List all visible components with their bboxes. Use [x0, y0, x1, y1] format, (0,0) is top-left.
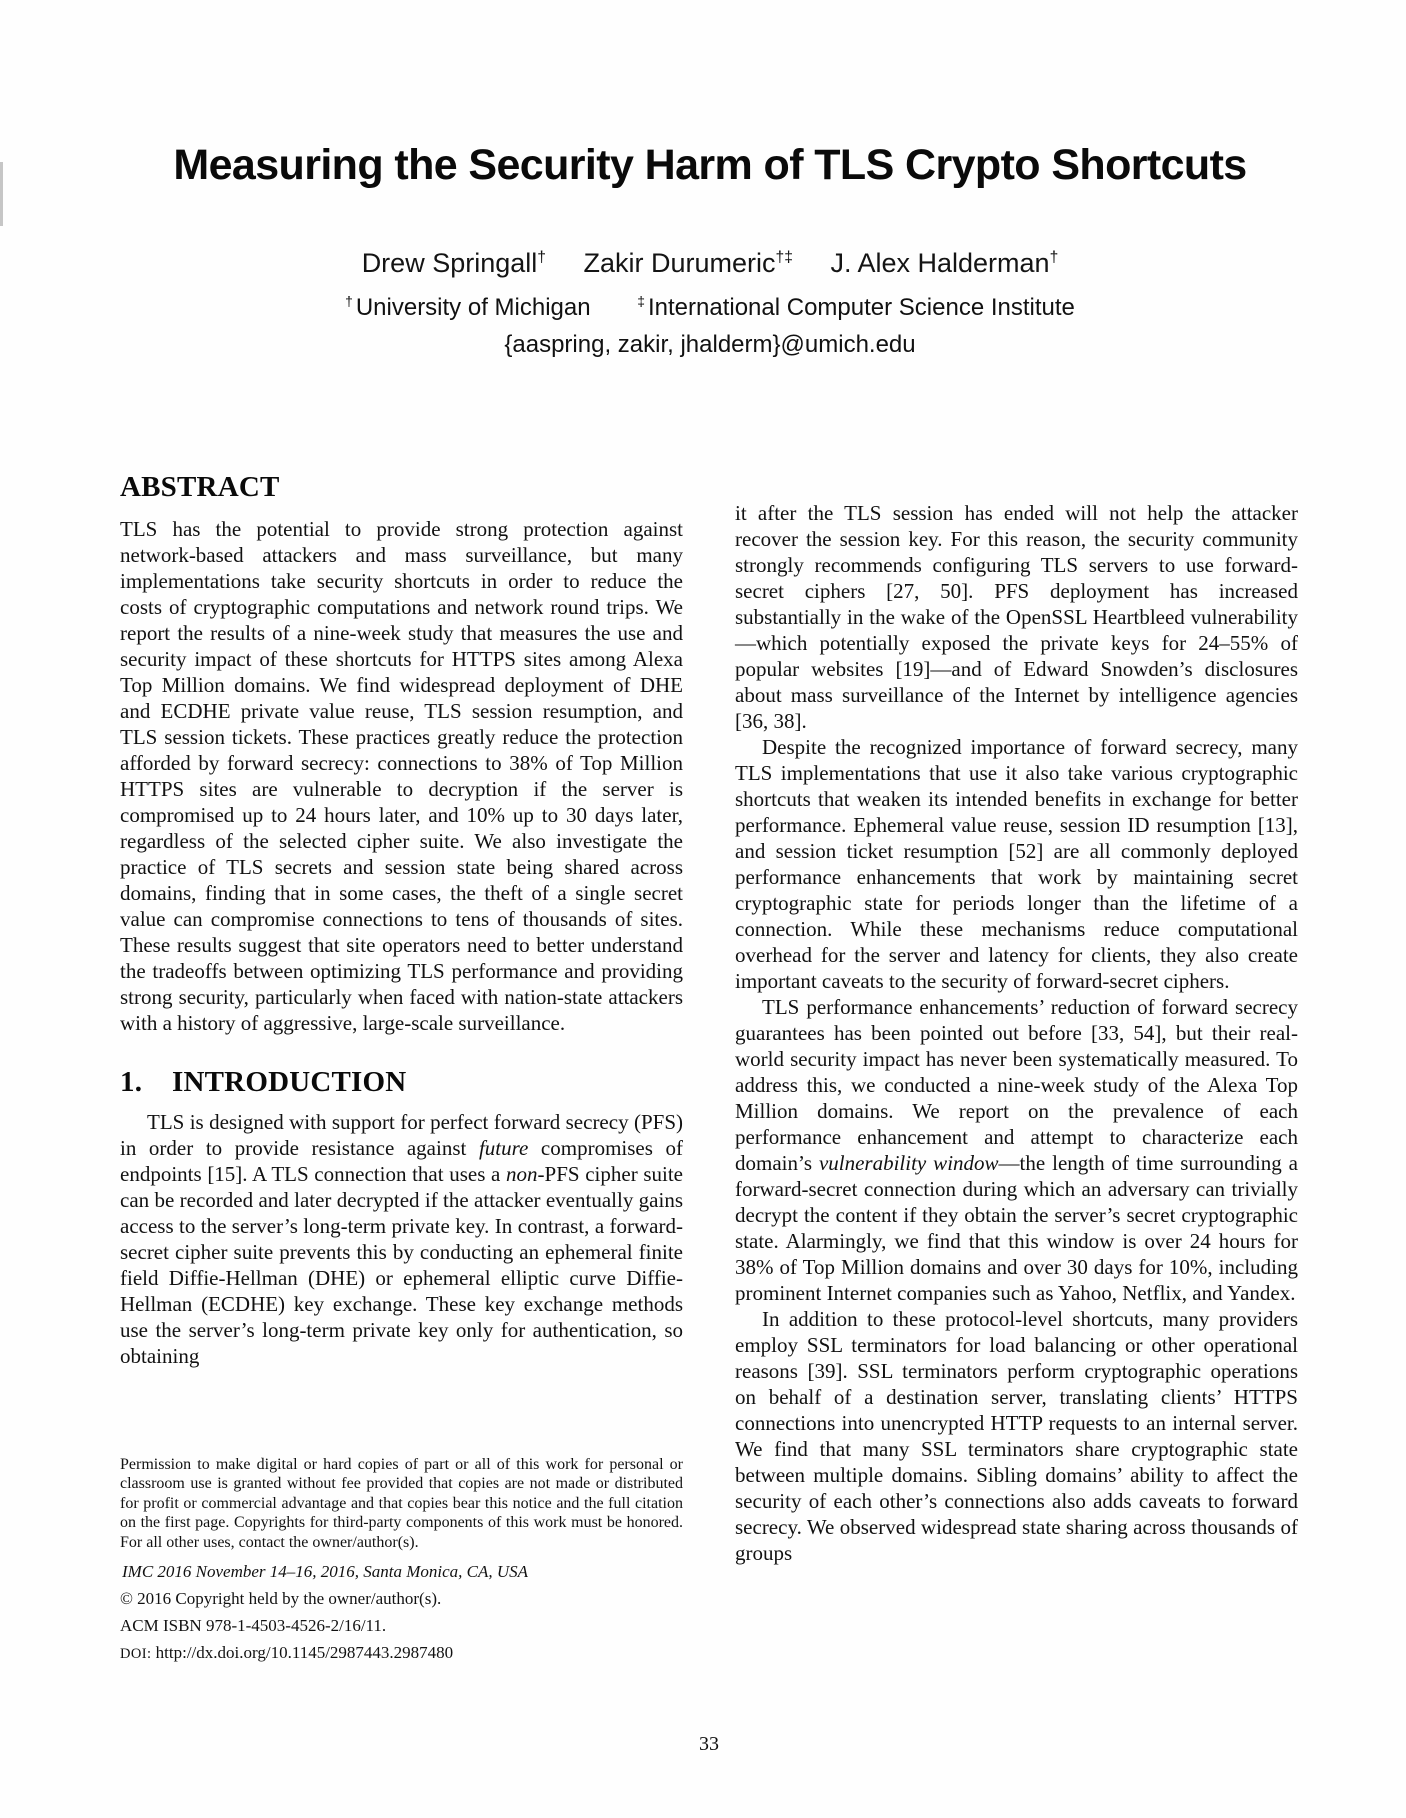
introduction-paragraph — [120, 1109, 683, 1369]
affiliation-mark: † — [345, 293, 353, 310]
email-line: {aaspring, zakir, jhalderm}@umich.edu — [504, 331, 916, 359]
right-column — [735, 471, 1298, 1663]
copyright-block — [120, 1455, 683, 1664]
page-title: Measuring the Security Harm of TLS Crypto Shortcuts — [173, 141, 1247, 189]
abstract-heading: ABSTRACT — [120, 471, 280, 504]
text-segment: —the length of time surrounding a forward-secret connection during which an adversary can trivially decrypt the content if they obtain the server’s secret cryptographic state. Alarmingly, we find that this window is over 24 hours for 38% of Top Million domains and over 30 days for 10%, including prominent Internet companies such as Yahoo, Netflix, and Yandex. — [735, 1151, 1298, 1306]
section-number: 1. — [120, 1066, 143, 1099]
affiliation-mark: ‡ — [637, 293, 645, 310]
permission-note: Permission to make digital or hard copies of part or all of this work for personal or classroom use is granted without fee provided that copies are not made or distributed for profit or commercial advantage and that copies bear this notice and the full citation on the first page. Copyrights for third-party components of this work must be honored. For all other uses, contact the owner/author(s). — [120, 1455, 683, 1551]
author — [584, 248, 793, 278]
text-segment: TLS performance enhancements’ reduction of forward secrecy guarantees has been pointed out before [33, 54], but their real-world security impact has never been systematically measured. To address this, we conducted a nine-week study of the Alexa Top Million domains. We report on the prevalence of each performance enhancement and attempt to characterize each domain’s — [735, 995, 1298, 1176]
author-name: Drew Springall — [361, 248, 538, 279]
affiliation-line — [120, 294, 1300, 322]
author-affiliation-mark: † — [1049, 249, 1059, 267]
italic-text-segment: future — [478, 1136, 529, 1161]
introduction-heading — [120, 1066, 683, 1099]
paragraph: it after the TLS session has ended will not help the attacker recover the session key. For this reason, the security community strongly recommends configuring TLS servers to use forward-secret ciphers [27, 50]. PFS deployment has increased substantially in the wake of the OpenSSL Heartbleed vulnerability—which potentially exposed the private keys for 24–55% of popular websites [19]—and of Edward Snowden’s disclosures about mass surveillance of the Internet by intelligence agencies [36, 38]. — [735, 501, 1298, 734]
conference-line: IMC 2016 November 14–16, 2016, Santa Monica, CA, USA — [122, 1562, 529, 1582]
doi-line — [120, 1643, 683, 1663]
italic-text-segment: non- — [506, 1162, 545, 1187]
doi-url: http://dx.doi.org/10.1145/2987443.2987480 — [155, 1643, 454, 1663]
author — [362, 248, 546, 278]
isbn-line: ACM ISBN 978-1-4503-4526-2/16/11. — [120, 1616, 387, 1636]
paragraph: In addition to these protocol-level shortcuts, many providers employ SSL terminators for load balancing or other operational reasons [39]. SSL terminators perform cryptographic operations on behalf of a destination server, translating clients’ HTTPS connections into unencrypted HTTP requests to an internal server. We find that many SSL terminators share cryptographic state between multiple domains. Sibling domains’ ability to affect the security of each other’s connections also adds caveats to forward secrecy. We observed widespread state sharing across thousands of groups — [735, 1307, 1298, 1566]
text-segment: compromises of endpoints [15]. A TLS connection that uses a — [120, 1136, 683, 1187]
text-segment: PFS cipher suite can be recorded and later decrypted if the attacker eventually gains access to the server’s long-term private key. In contrast, a forward-secret cipher suite prevents this by conducting an ephemeral finite field Diffie-Hellman (DHE) or ephemeral elliptic curve Diffie-Hellman (ECDHE) key exchange. These key exchange methods use the server’s long-term private key only for authentication, so obtaining — [120, 1162, 684, 1369]
copyright-line: © 2016 Copyright held by the owner/author(s). — [120, 1589, 442, 1609]
left-column — [120, 471, 683, 1663]
author — [830, 248, 1058, 278]
author-affiliation-mark: †‡ — [775, 249, 793, 267]
front-matter — [120, 0, 1300, 359]
doi-label: DOI: — [120, 1646, 152, 1663]
affiliation-name: University of Michigan — [355, 294, 591, 322]
abstract-text: TLS has the potential to provide strong protection against network-based attackers and mass surveillance, but many implementations take security shortcuts in order to reduce the costs of cryptographic computations and network round trips. We report the results of a nine-week study that measures the use and security impact of these shortcuts for HTTPS sites among Alexa Top Million domains. We find widespread deployment of DHE and ECDHE private value reuse, TLS session resumption, and TLS session tickets. These practices greatly reduce the protection afforded by forward secrecy: connections to 38% of Top Million HTTPS sites are vulnerable to decryption if the server is compromised up to 24 hours later, and 10% up to 30 days later, regardless of the selected cipher suite. We also investigate the practice of TLS secrets and session state being shared across domains, finding that in some cases, the theft of a single secret value can compromise connections to tens of thousands of sites. These results suggest that site operators need to better understand the tradeoffs between optimizing TLS performance and providing strong security, particularly when faced with nation-state attackers with a history of aggressive, large-scale surveillance. — [120, 517, 683, 1036]
author-name: Zakir Durumeric — [583, 248, 776, 279]
page-number: 33 — [699, 1733, 719, 1755]
author-name: J. Alex Halderman — [830, 248, 1050, 279]
affiliation — [345, 294, 590, 321]
italic-text-segment: vulnerability window — [818, 1151, 999, 1176]
affiliation — [637, 294, 1075, 321]
paragraph — [735, 994, 1298, 1306]
two-column-body — [120, 471, 1300, 1663]
text-segment: TLS is designed with support for perfect forward secrecy (PFS) in order to provide resistance against — [120, 1110, 683, 1161]
affiliation-name: International Computer Science Institute — [647, 294, 1075, 322]
paragraph: Despite the recognized importance of forward secrecy, many TLS implementations that use it also take various cryptographic shortcuts that weaken its intended benefits in exchange for better performance. Ephemeral value reuse, session ID resumption [13], and session ticket resumption [52] are all commonly deployed performance enhancements that work by maintaining secret cryptographic state for periods longer than the lifetime of a connection. While these mechanisms reduce computational overhead for the server and latency for clients, they also create important caveats to the security of forward-secret ciphers. — [735, 735, 1298, 994]
author-line — [120, 248, 1300, 279]
scan-artifact — [0, 162, 3, 226]
author-affiliation-mark: † — [537, 249, 546, 267]
section-title: INTRODUCTION — [172, 1066, 407, 1099]
